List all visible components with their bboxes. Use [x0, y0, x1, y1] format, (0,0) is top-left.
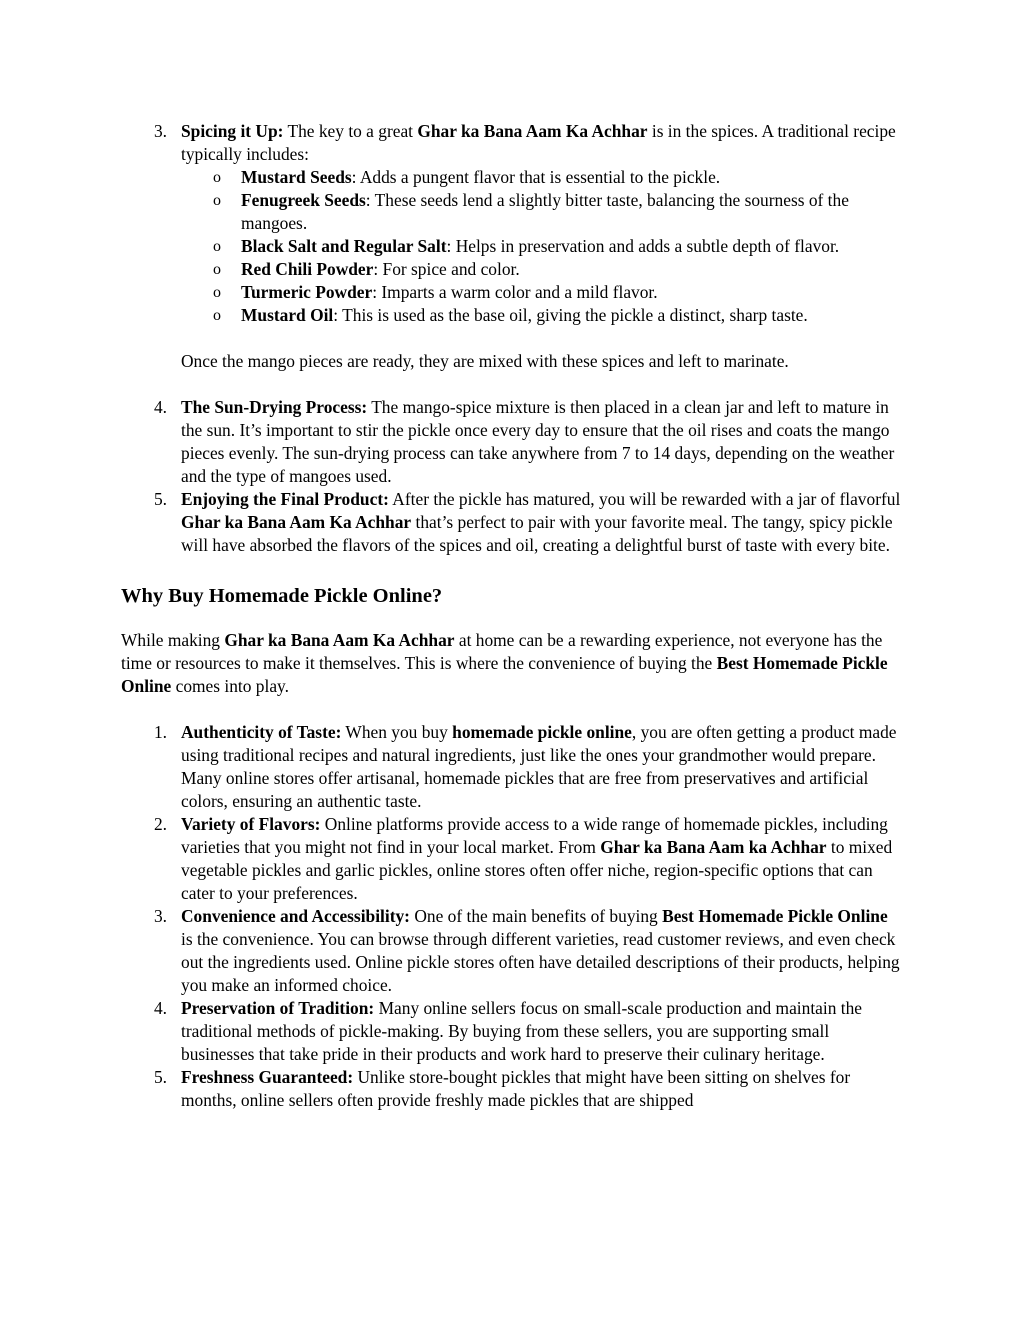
list-item-final-product: 5. Enjoying the Final Product: After the pickle has matured, you will be rewarded with a jar of flavorful Ghar ka Bana Aam Ka Achhar that’s perfect to pair with your favorite meal. The tangy, spicy pickle will have absorbed the flavors of the spices and oil, creating a delightful burst of taste with every bite. — [121, 488, 901, 557]
spice-item: o Black Salt and Regular Salt: Helps in preservation and adds a subtle depth of flavor. — [213, 236, 840, 256]
spice-item: o Turmeric Powder: Imparts a warm color and a mild flavor. — [213, 282, 658, 302]
list-number: 5. — [153, 489, 167, 509]
item-title: The Sun-Drying Process: — [181, 397, 368, 417]
intro-paragraph: While making Ghar ka Bana Aam Ka Achhar at home can be a rewarding experience, not everyone has the time or resources to make it themselves. This is where the convenience of buying the Best Homemade Pickle Online comes into play. — [121, 630, 888, 696]
list-item-authenticity: 1. Authenticity of Taste: When you buy homemade pickle online, you are often getting a product made using traditional recipes and natural ingredients, just like the ones your grandmother would prepare. Many online stores offer artisanal, homemade pickles that are free from preservatives and artificial colors, ensuring an authentic taste. — [121, 721, 901, 813]
bullet-icon: o — [213, 284, 221, 301]
marinate-paragraph: Once the mango pieces are ready, they are mixed with these spices and left to marinate. — [181, 351, 789, 371]
spice-item: o Mustard Seeds: Adds a pungent flavor that is essential to the pickle. — [213, 167, 721, 187]
item-title: Variety of Flavors: — [181, 814, 321, 834]
item-title: Spicing it Up: — [181, 121, 284, 141]
bullet-icon: o — [213, 261, 221, 278]
item-title: Freshness Guaranteed: — [181, 1067, 354, 1087]
item-title: Enjoying the Final Product: — [181, 489, 389, 509]
bullet-icon: o — [213, 238, 221, 255]
list-number: 3. — [153, 121, 167, 141]
list-item-convenience: 3. Convenience and Accessibility: One of the main benefits of buying Best Homemade Pickle Online is the convenience. You can browse through different varieties, read customer reviews, and even check out the ingredients used. Online pickle stores often have detailed descriptions of their products, helping you make an informed choice. — [121, 905, 901, 997]
list-number: 4. — [153, 998, 167, 1018]
spice-item: o Fenugreek Seeds: These seeds lend a slightly bitter taste, balancing the sourness of the mangoes. — [213, 190, 849, 233]
list-item-sun-drying: 4. The Sun-Drying Process: The mango-spice mixture is then placed in a clean jar and left to mature in the sun. It’s important to stir the pickle once every day to ensure that the oil rises and coats the mango pieces evenly. The sun-drying process can take anywhere from 7 to 14 days, depending on the weather and the type of mangoes used. — [121, 396, 901, 488]
section-heading: Why Buy Homemade Pickle Online? — [121, 585, 443, 607]
list-item-variety: 2. Variety of Flavors: Online platforms provide access to a wide range of homemade pickles, including varieties that you might not find in your local market. From Ghar ka Bana Aam ka Achhar to mixed vegetable pickles and garlic pickles, online stores often offer niche, region-specific options that can cater to your preferences. — [121, 813, 901, 905]
item-title: Authenticity of Taste: — [181, 722, 342, 742]
spice-item: o Red Chili Powder: For spice and color. — [213, 259, 520, 279]
document-page — [121, 120, 901, 1112]
bullet-icon: o — [213, 307, 221, 324]
list-number: 2. — [153, 814, 167, 834]
bullet-icon: o — [213, 192, 221, 209]
list-item-tradition: 4. Preservation of Tradition: Many online sellers focus on small-scale production and maintain the traditional methods of pickle-making. By buying from these sellers, you are supporting small businesses that take pride in their products and work hard to preserve their culinary heritage. — [121, 997, 901, 1066]
list-number: 1. — [153, 722, 167, 742]
list-item-freshness: 5. Freshness Guaranteed: Unlike store-bought pickles that might have been sitting on shelves for months, online sellers often provide freshly made pickles that are shipped — [121, 1066, 901, 1112]
list-number: 5. — [153, 1067, 167, 1087]
list-item-spicing: 3. Spicing it Up: The key to a great Ghar ka Bana Aam Ka Achhar is in the spices. A traditional recipe typically includes: — [121, 120, 901, 166]
bullet-icon: o — [213, 169, 221, 186]
list-number: 3. — [153, 906, 167, 926]
item-title: Convenience and Accessibility: — [181, 906, 410, 926]
list-number: 4. — [153, 397, 167, 417]
spice-item: o Mustard Oil: This is used as the base oil, giving the pickle a distinct, sharp taste. — [213, 305, 808, 325]
item-title: Preservation of Tradition: — [181, 998, 375, 1018]
